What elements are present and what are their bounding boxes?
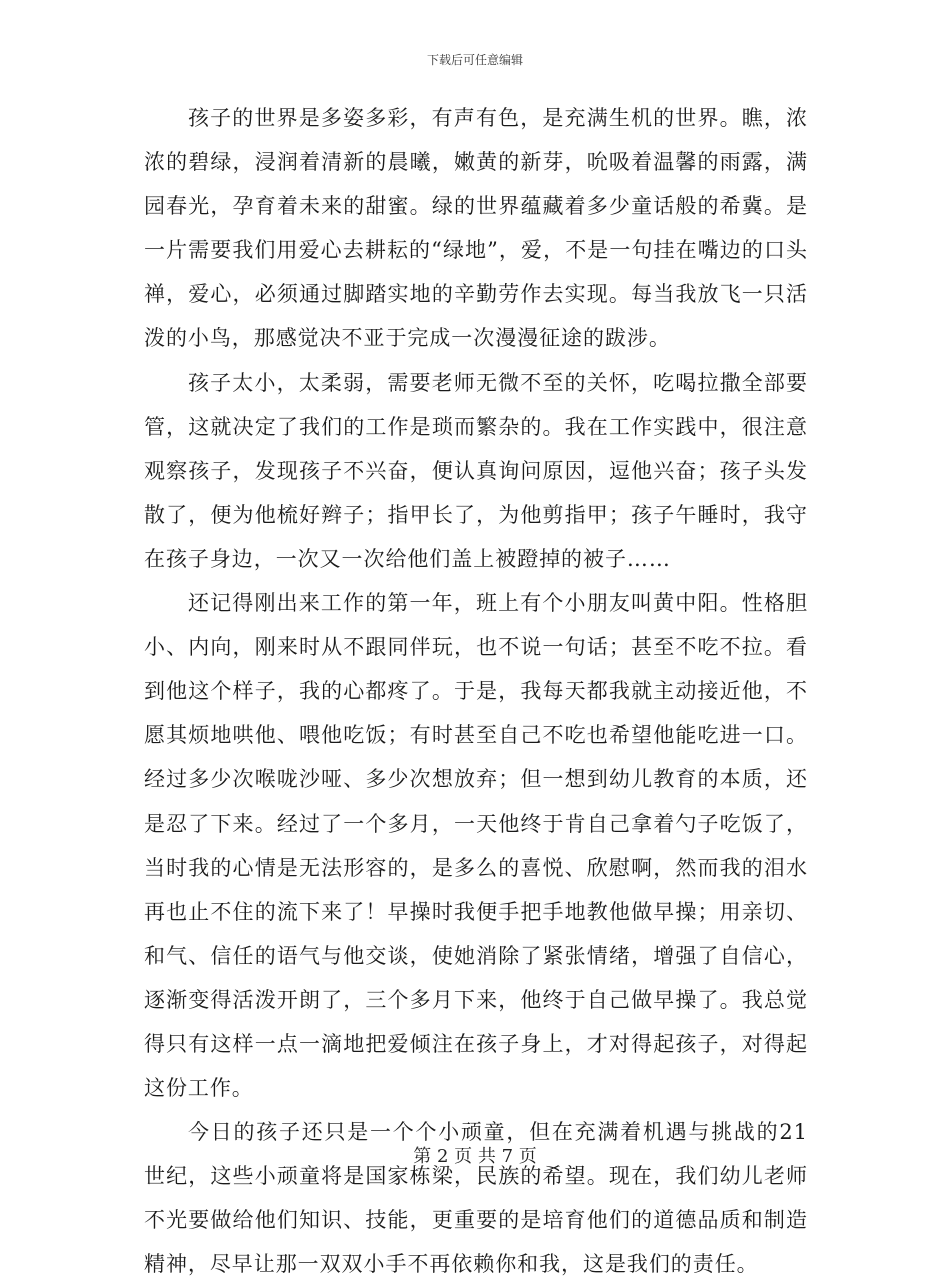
paragraph: 还记得刚出来工作的第一年，班上有个小朋友叫黄中阳。性格胆小、内向，刚来时从不跟同伴玩，也不说一句话；甚至不吃不拉。看到他这个样子，我的心都疼了。于是，我每天都我就主动接近他，不愿其烦地哄他、喂他吃饭；有时甚至自己不吃也希望他能吃进一口。经过多少次喉咙沙哑、多少次想放弃；但一想到幼儿教育的本质，还是忍了下来。经过了一个多月，一天他终于肯自己拿着勺子吃饭了，当时我的心情是无法形容的，是多么的喜悦、欣慰啊，然而我的泪水再也止不住的流下来了！早操时我便手把手地教他做早操；用亲切、和气、信任的语气与他交谈，使她消除了紧张情绪，增强了自信心，逐渐变得活泼开朗了，三个多月下来，他终于自己做早操了。我总觉得只有这样一点一滴地把爱倾注在孩子身上，才对得起孩子，对得起这份工作。 <box>144 591 808 1101</box>
document-body <box>144 96 808 1287</box>
paragraph: 今日的孩子还只是一个个小顽童，但在充满着机遇与挑战的21世纪，这些小顽童将是国家栋梁，民族的希望。现在，我们幼儿老师不光要做给他们知识、技能，更重要的是培育他们的道德品质和制造精神，尽早让那一双双小手不再依赖你和我，这是我们的责任。 <box>144 1120 808 1277</box>
paragraph: 孩子太小，太柔弱，需要老师无微不至的关怀，吃喝拉撒全部要管，这就决定了我们的工作是琐而繁杂的。我在工作实践中，很注意观察孩子，发现孩子不兴奋，便认真询问原因，逗他兴奋；孩子头发散了，便为他梳好辫子；指甲长了，为他剪指甲；孩子午睡时，我守在孩子身边，一次又一次给他们盖上被蹬掉的被子…… <box>144 370 808 571</box>
paragraph: 孩子的世界是多姿多彩，有声有色，是充满生机的世界。瞧，浓浓的碧绿，浸润着清新的晨曦，嫩黄的新芽，吮吸着温馨的雨露，满园春光，孕育着未来的甜蜜。绿的世界蕴藏着多少童话般的希冀。是一片需要我们用爱心去耕耘的“绿地”，爱，不是一句挂在嘴边的口头禅，爱心，必须通过脚踏实地的辛勤劳作去实现。每当我放飞一只活泼的小鸟，那感觉决不亚于完成一次漫漫征途的跋涉。 <box>144 106 808 351</box>
page-number-footer: 第 2 页 共 7 页 <box>413 1146 537 1167</box>
page-header: 下载后可任意编辑 <box>426 53 523 67</box>
